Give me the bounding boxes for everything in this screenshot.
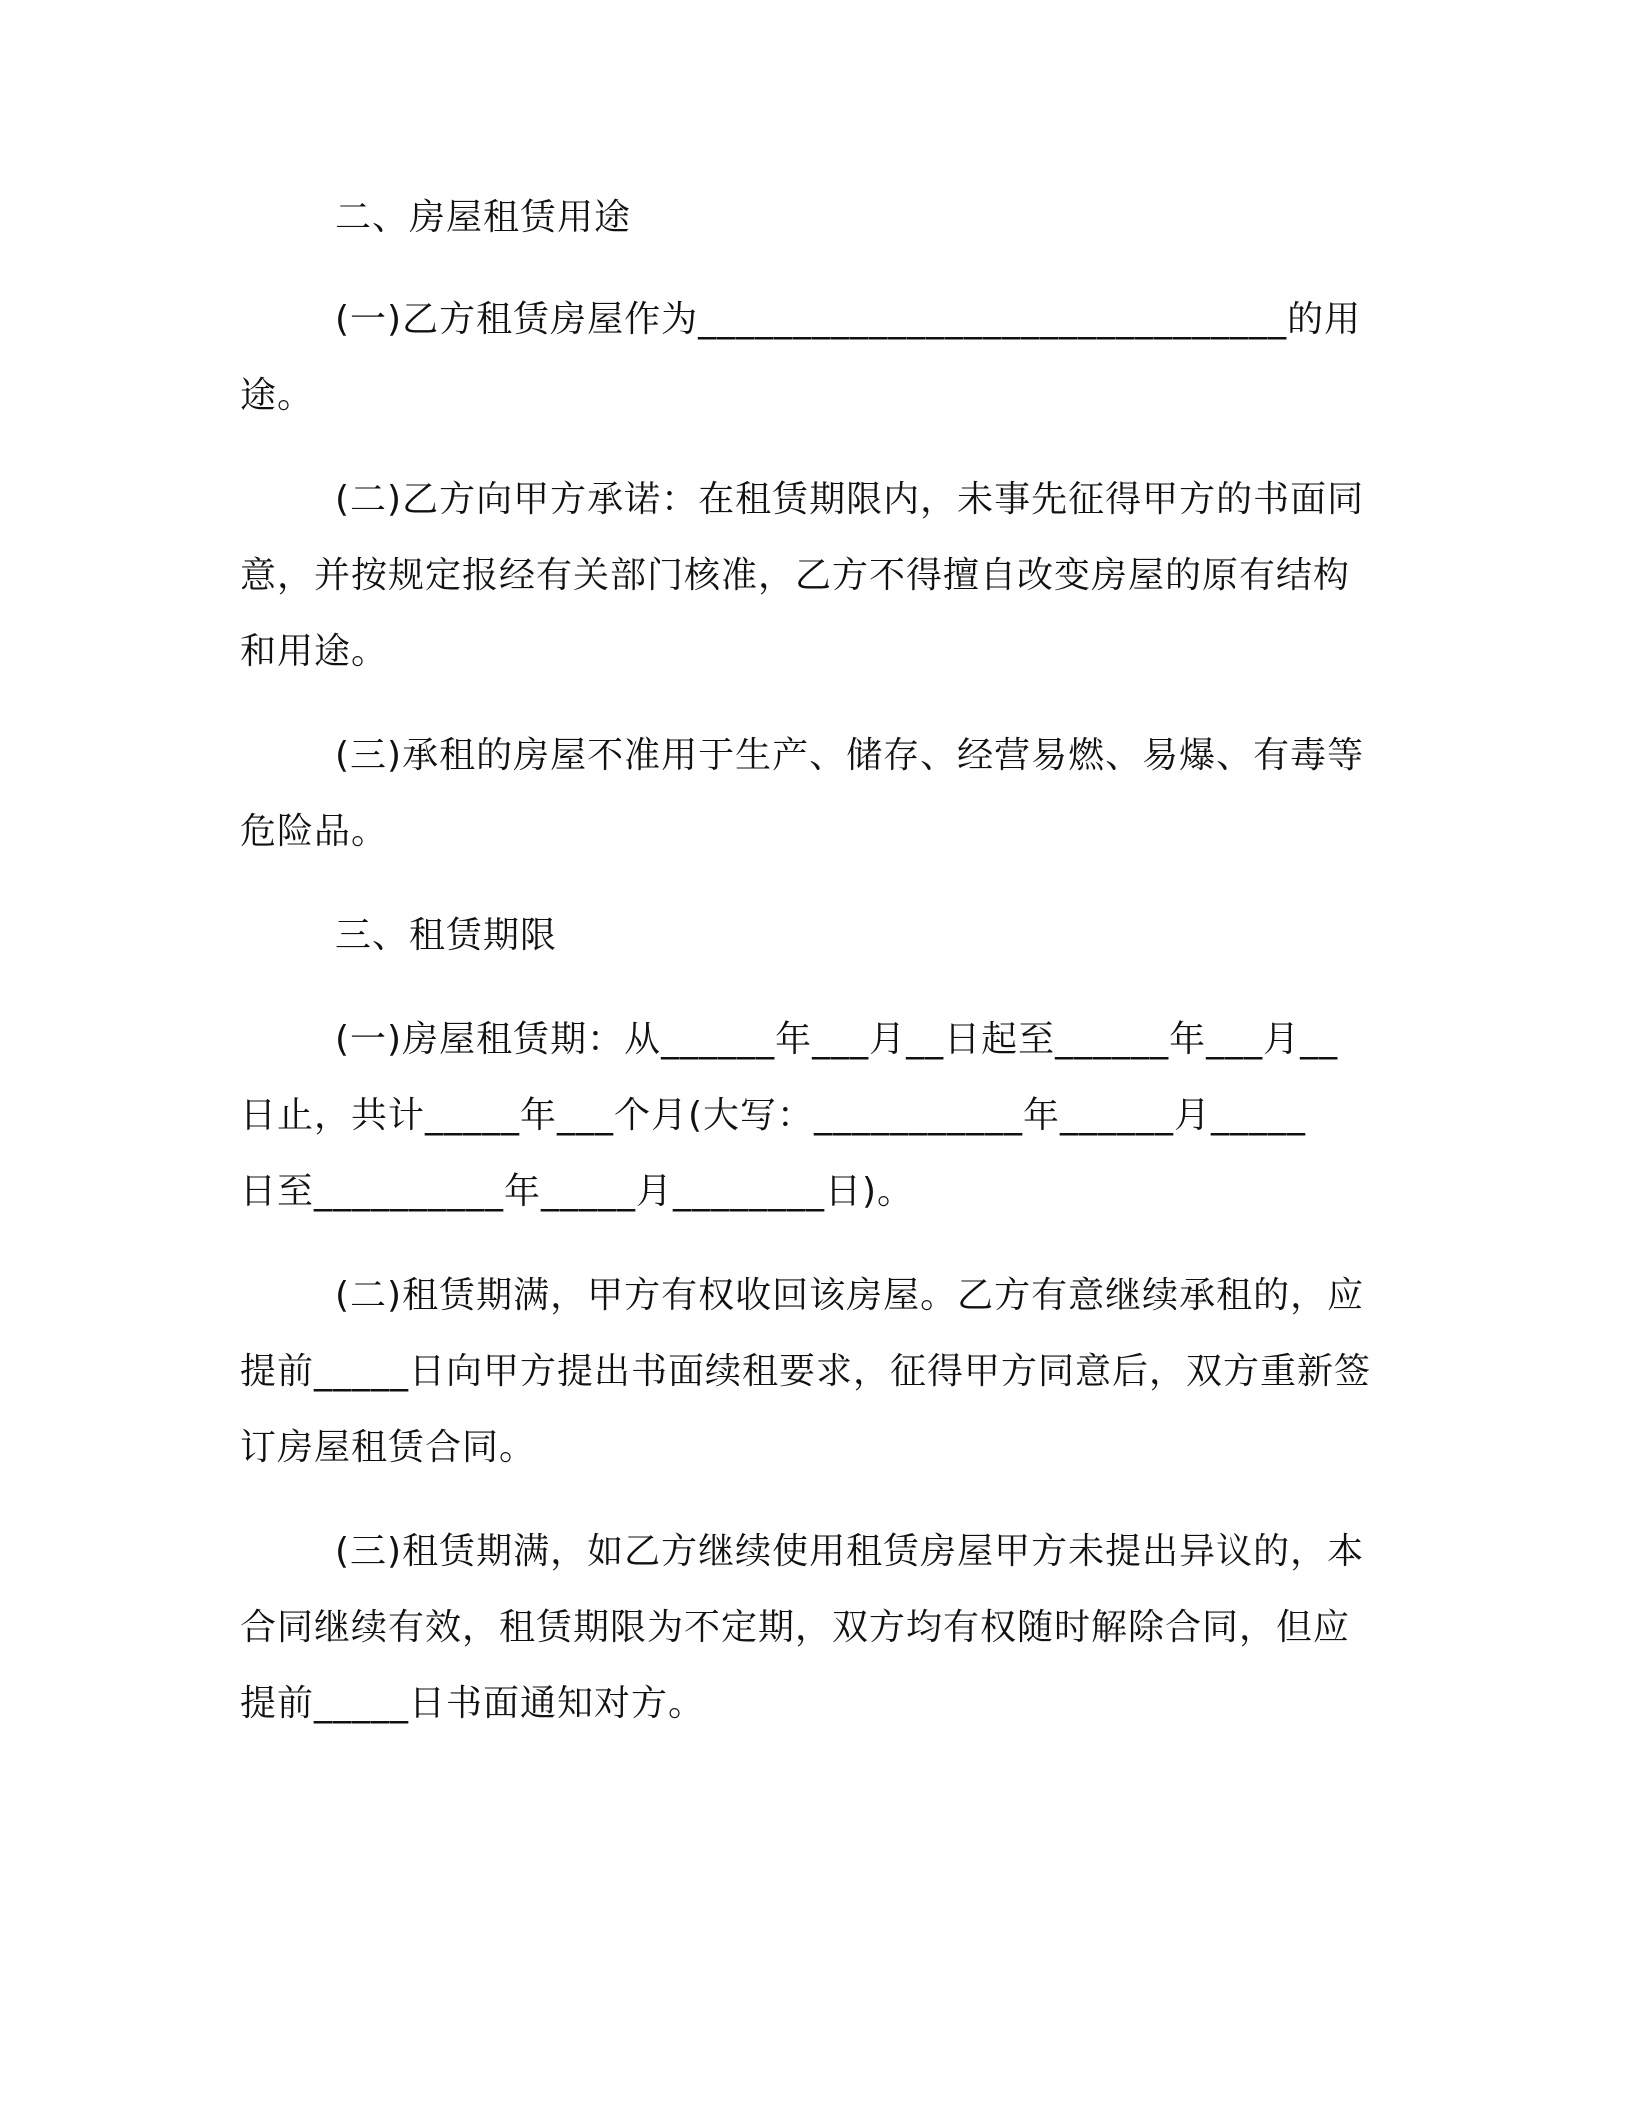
paragraph-term-1-line-3: 日至__________年_____月________日)。 — [240, 1171, 915, 1212]
paragraph-usage-2-line-3: 和用途。 — [240, 631, 389, 672]
paragraph-usage-2-line-2: 意，并按规定报经有关部门核准，乙方不得擅自改变房屋的原有结构 — [240, 555, 1351, 596]
paragraph-usage-1-line-2: 途。 — [240, 375, 315, 416]
paragraph-term-2-line-1: (二)租赁期满，甲方有权收回该房屋。乙方有意继续承租的，应 — [335, 1275, 1365, 1316]
paragraph-term-2-line-2: 提前_____日向甲方提出书面续租要求，征得甲方同意后，双方重新签 — [240, 1351, 1372, 1392]
paragraph-usage-3-line-1: (三)承租的房屋不准用于生产、储存、经营易燃、易爆、有毒等 — [335, 735, 1365, 776]
paragraph-term-1-line-2: 日止，共计_____年___个月(大写：___________年______月_____ — [240, 1095, 1307, 1136]
paragraph-usage-1-line-1: (一)乙方租赁房屋作为_______________________________的用 — [335, 299, 1362, 340]
section-heading-term: 三、租赁期限 — [335, 915, 558, 956]
paragraph-term-2-line-3: 订房屋租赁合同。 — [240, 1427, 537, 1468]
paragraph-term-1-line-1: (一)房屋租赁期：从______年___月__日起至______年___月__ — [335, 1019, 1339, 1060]
section-heading-usage: 二、房屋租赁用途 — [335, 197, 632, 238]
paragraph-term-3-line-1: (三)租赁期满，如乙方继续使用租赁房屋甲方未提出异议的，本 — [335, 1531, 1365, 1572]
paragraph-term-3-line-2: 合同继续有效，租赁期限为不定期，双方均有权随时解除合同，但应 — [240, 1607, 1351, 1648]
paragraph-usage-2-line-1: (二)乙方向甲方承诺：在租赁期限内，未事先征得甲方的书面同 — [335, 479, 1365, 520]
paragraph-usage-3-line-2: 危险品。 — [240, 811, 389, 852]
paragraph-term-3-line-3: 提前_____日书面通知对方。 — [240, 1683, 706, 1724]
